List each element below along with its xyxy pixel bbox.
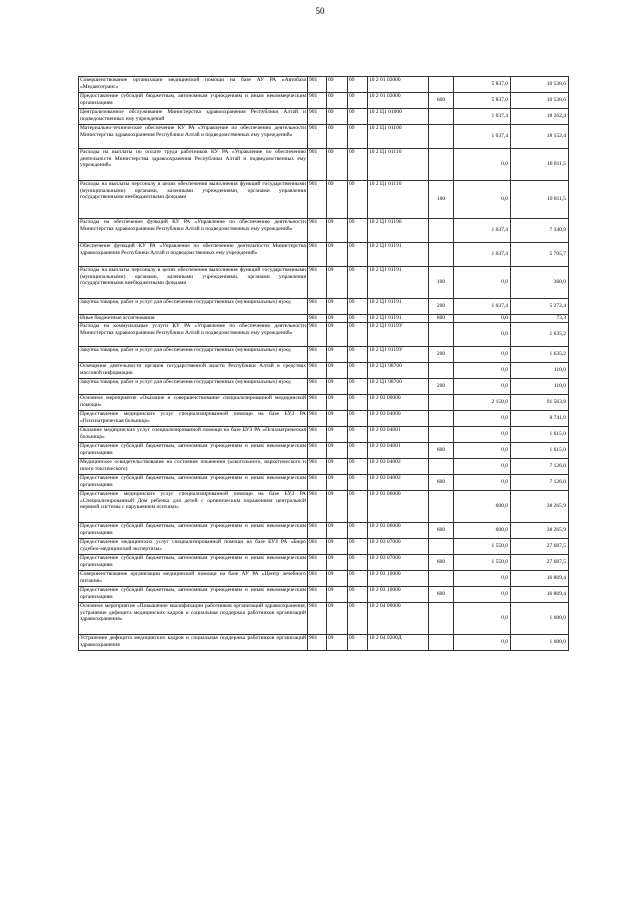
ministry-code: 901 [308, 443, 327, 459]
amount-2020: 110,0 [511, 363, 569, 379]
target-code: 10 2 Ц1 98700 [368, 363, 429, 379]
expense-type-code: 600 [429, 523, 454, 539]
target-code: 10 2 03 04000 [368, 411, 429, 427]
amount-2019: 600,0 [454, 523, 511, 539]
expense-type-code: 100 [429, 267, 454, 299]
expense-type-code [429, 539, 454, 555]
target-code: 10 2 Ц1 01191 [368, 267, 429, 299]
row-name: Предоставление субсидий бюджетным, автономным учреждениям и иным некоммерческим организациям [79, 93, 308, 109]
amount-2020: 7 126,0 [511, 459, 569, 475]
table-row [79, 571, 569, 587]
ministry-code: 901 [308, 539, 327, 555]
amount-2019: 0,0 [454, 571, 511, 587]
subsection-code: 09 [348, 523, 368, 539]
amount-2020: 18 152,4 [511, 125, 569, 149]
expense-type-code: 100 [429, 181, 454, 219]
table-row [79, 219, 569, 243]
section-code: 09 [327, 363, 348, 379]
amount-2019: 0,0 [454, 459, 511, 475]
ministry-code: 901 [308, 243, 327, 267]
expense-type-code [429, 243, 454, 267]
expense-type-code [429, 125, 454, 149]
amount-2019: 1 550,0 [454, 555, 511, 571]
target-code: 10 2 03 07000 [368, 539, 429, 555]
target-code: 10 2 Ц1 01191 [368, 315, 429, 323]
amount-2020: 360,0 [511, 267, 569, 299]
subsection-code: 09 [348, 587, 368, 603]
expense-type-code: 600 [429, 475, 454, 491]
target-code: 10 2 03 10000 [368, 571, 429, 587]
table-row [79, 411, 569, 427]
row-name: Обеспечение функций КУ РА «Управление по обеспечению деятельности Министерства здравоохранения Республики Алтай и подведомственных ему учреждений» [79, 243, 308, 267]
row-name: Расходы на коммунальные услуги КУ РА «Управление по обеспечению деятельности Министерства здравоохранения Республики Алтай и подведомственных ему учреждений» [79, 323, 308, 347]
amount-2020: 91 563,8 [511, 395, 569, 411]
row-name: Расходы на выплаты по оплате труда работников КУ РА «Управление по обеспечению деятельности Министерства здравоохранения Республики Алтай и подведомственных ему учреждений» [79, 149, 308, 181]
target-code: 10 2 04 00000 [368, 603, 429, 635]
row-name: Освещение деятельности органов государственной власти Республики Алтай в средствах массовой информации [79, 363, 308, 379]
amount-2020: 73,3 [511, 315, 569, 323]
target-code: 10 2 03 04002 [368, 475, 429, 491]
section-code: 09 [327, 181, 348, 219]
table-row [79, 491, 569, 523]
subsection-code: 09 [348, 109, 368, 125]
amount-2020: 38 265,9 [511, 523, 569, 539]
expense-type-code: 200 [429, 299, 454, 315]
table-row [79, 443, 569, 459]
subsection-code: 09 [348, 77, 368, 93]
target-code: 10 2 Ц1 01191 [368, 243, 429, 267]
target-code: 10 2 01 02000 [368, 77, 429, 93]
amount-2019: 0,0 [454, 267, 511, 299]
amount-2019: 0,0 [454, 181, 511, 219]
ministry-code: 901 [308, 267, 327, 299]
section-code: 09 [327, 93, 348, 109]
table-row [79, 459, 569, 475]
ministry-code: 901 [308, 459, 327, 475]
amount-2019: 0,0 [454, 315, 511, 323]
amount-2020: 1 635,2 [511, 347, 569, 363]
row-name: Расходы на обеспечение функций КУ РА «Управление по обеспечению деятельности Министерства здравоохранения Республики Алтай и подведомственных ему учреждений» [79, 219, 308, 243]
amount-2019: 0,0 [454, 443, 511, 459]
amount-2019: 5 837,0 [454, 77, 511, 93]
row-name: Предоставление субсидий бюджетным, автономным учреждениям и иным некоммерческим организациям [79, 443, 308, 459]
amount-2020: 1 615,0 [511, 427, 569, 443]
row-name: Предоставление медицинских услуг специализированной помощи на базе БУЗ РА «Психиатрическая больница» [79, 411, 308, 427]
subsection-code: 09 [348, 243, 368, 267]
row-name: Совершенствование организации медицинской помощи на базе АУ РА «Центр лечебного питания» [79, 571, 308, 587]
table-row [79, 77, 569, 93]
expense-type-code [429, 109, 454, 125]
ministry-code: 901 [308, 395, 327, 411]
table-body [79, 77, 569, 651]
ministry-code: 901 [308, 149, 327, 181]
ministry-code: 901 [308, 315, 327, 323]
row-name: Материально-техническое обеспечение КУ РА «Управление по обеспечению деятельности Министерства здравоохранения Республики Алтай и подведомственных ему учреждений» [79, 125, 308, 149]
table-row [79, 149, 569, 181]
expense-type-code [429, 603, 454, 635]
target-code: 10 2 Ц1 01110 [368, 181, 429, 219]
row-name: Централизованное обслуживание Министерства здравоохранения Республики Алтай и подведомственных ему учреждений [79, 109, 308, 125]
expense-type-code: 200 [429, 347, 454, 363]
subsection-code: 09 [348, 379, 368, 395]
expense-type-code [429, 395, 454, 411]
ministry-code: 901 [308, 299, 327, 315]
ministry-code: 901 [308, 555, 327, 571]
subsection-code: 09 [348, 395, 368, 411]
row-name: Совершенствование организации медицинской помощи на базе АУ РА «Автобаза «Медавтотранс» [79, 77, 308, 93]
section-code: 09 [327, 603, 348, 635]
target-code: 10 2 Ц1 01000 [368, 109, 429, 125]
section-code: 09 [327, 475, 348, 491]
expense-type-code [429, 149, 454, 181]
row-name: Расходы на выплаты персоналу в целях обеспечения выполнения функций государственными (муниципальными) органами, казенными учреждениями, органами управления государственными внебюджетными фондами [79, 181, 308, 219]
amount-2020: 27 687,5 [511, 555, 569, 571]
target-code: 10 2 03 10000 [368, 587, 429, 603]
target-code: 10 2 Ц1 98700 [368, 379, 429, 395]
section-code: 09 [327, 539, 348, 555]
subsection-code: 09 [348, 555, 368, 571]
amount-2020: 1 615,0 [511, 443, 569, 459]
table-row [79, 587, 569, 603]
amount-2019: 5 837,0 [454, 93, 511, 109]
amount-2020: 5 272,4 [511, 299, 569, 315]
section-code: 09 [327, 491, 348, 523]
amount-2019: 1 037,4 [454, 125, 511, 149]
section-code: 09 [327, 555, 348, 571]
row-name: Медицинское освидетельствование на состояние опьянения (алкогольного, наркотического и иного токсического) [79, 459, 308, 475]
row-name: Предоставление субсидий бюджетным, автономным учреждениям и иным некоммерческим организациям [79, 475, 308, 491]
section-code: 09 [327, 219, 348, 243]
amount-2019: 0,0 [454, 347, 511, 363]
subsection-code: 09 [348, 363, 368, 379]
expense-type-code [429, 427, 454, 443]
ministry-code: 901 [308, 427, 327, 443]
target-code: 10 2 03 07000 [368, 555, 429, 571]
table-row [79, 267, 569, 299]
subsection-code: 09 [348, 219, 368, 243]
section-code: 09 [327, 243, 348, 267]
ministry-code: 901 [308, 219, 327, 243]
section-code: 09 [327, 427, 348, 443]
subsection-code: 09 [348, 125, 368, 149]
amount-2019: 1 037,4 [454, 109, 511, 125]
subsection-code: 09 [348, 603, 368, 635]
subsection-code: 09 [348, 427, 368, 443]
table-row [79, 555, 569, 571]
row-name: Закупка товаров, работ и услуг для обеспечения государственных (муниципальных) нужд [79, 299, 308, 315]
amount-2020: 18 262,4 [511, 109, 569, 125]
subsection-code: 09 [348, 149, 368, 181]
ministry-code: 901 [308, 571, 327, 587]
expense-type-code [429, 363, 454, 379]
expense-type-code [429, 459, 454, 475]
section-code: 09 [327, 459, 348, 475]
table-row [79, 635, 569, 651]
table-row [79, 539, 569, 555]
amount-2020: 7 340,9 [511, 219, 569, 243]
row-name: Предоставление медицинских услуг специализированной помощи на базе БУЗ РА «Бюро судебно-медицинской экспертизы» [79, 539, 308, 555]
ministry-code: 901 [308, 475, 327, 491]
table-row [79, 523, 569, 539]
subsection-code: 09 [348, 411, 368, 427]
ministry-code: 901 [308, 523, 327, 539]
row-name: Иные бюджетные ассигнования [79, 315, 308, 323]
expense-type-code: 600 [429, 443, 454, 459]
table-row [79, 243, 569, 267]
amount-2019: 1 037,4 [454, 243, 511, 267]
expense-type-code [429, 77, 454, 93]
subsection-code: 09 [348, 347, 368, 363]
amount-2019: 0,0 [454, 363, 511, 379]
amount-2020: 38 265,9 [511, 491, 569, 523]
ministry-code: 901 [308, 411, 327, 427]
table-row [79, 379, 569, 395]
table-row [79, 323, 569, 347]
budget-table [78, 76, 569, 651]
table-row [79, 475, 569, 491]
subsection-code: 09 [348, 539, 368, 555]
row-name: Устранение дефицита медицинских кадров и социальная поддержка работников организаций здравоохранения [79, 635, 308, 651]
table-row [79, 347, 569, 363]
expense-type-code: 200 [429, 379, 454, 395]
row-name: Закупка товаров, работ и услуг для обеспечения государственных (муниципальных) нужд [79, 379, 308, 395]
subsection-code: 09 [348, 491, 368, 523]
table-row [79, 363, 569, 379]
ministry-code: 901 [308, 181, 327, 219]
ministry-code: 901 [308, 347, 327, 363]
amount-2020: 10 811,5 [511, 181, 569, 219]
table-row [79, 109, 569, 125]
amount-2019: 600,0 [454, 491, 511, 523]
row-name: Основное мероприятие «Повышение квалификации работников организаций здравоохранения, устранение дефицита медицинских кадров и социальная поддержка работников организаций здравоохранения» [79, 603, 308, 635]
target-code: 10 2 03 00000 [368, 395, 429, 411]
expense-type-code [429, 411, 454, 427]
amount-2020: 16 869,4 [511, 587, 569, 603]
amount-2020: 8 741,0 [511, 411, 569, 427]
target-code: 10 2 03 06000 [368, 491, 429, 523]
amount-2020: 10 538,6 [511, 93, 569, 109]
section-code: 09 [327, 635, 348, 651]
ministry-code: 901 [308, 603, 327, 635]
ministry-code: 901 [308, 491, 327, 523]
target-code: 10 2 03 04001 [368, 443, 429, 459]
section-code: 09 [327, 125, 348, 149]
section-code: 09 [327, 587, 348, 603]
subsection-code: 09 [348, 323, 368, 347]
section-code: 09 [327, 571, 348, 587]
ministry-code: 901 [308, 587, 327, 603]
expense-type-code [429, 571, 454, 587]
amount-2019: 0,0 [454, 475, 511, 491]
amount-2019: 2 150,0 [454, 395, 511, 411]
ministry-code: 901 [308, 125, 327, 149]
ministry-code: 901 [308, 109, 327, 125]
section-code: 09 [327, 315, 348, 323]
page-number: 50 [315, 6, 325, 16]
table-row [79, 93, 569, 109]
expense-type-code: 600 [429, 93, 454, 109]
row-name: Предоставление субсидий бюджетным, автономным учреждениям и иным некоммерческим организациям [79, 587, 308, 603]
amount-2020: 10 811,5 [511, 149, 569, 181]
table-row [79, 395, 569, 411]
section-code: 09 [327, 267, 348, 299]
amount-2019: 0,0 [454, 149, 511, 181]
section-code: 09 [327, 379, 348, 395]
expense-type-code: 600 [429, 555, 454, 571]
amount-2019: 0,0 [454, 587, 511, 603]
section-code: 09 [327, 109, 348, 125]
row-name: Закупка товаров, работ и услуг для обеспечения государственных (муниципальных) нужд [79, 347, 308, 363]
amount-2020: 1 000,0 [511, 603, 569, 635]
target-code: 10 2 03 06000 [368, 523, 429, 539]
row-name: Предоставление субсидий бюджетным, автономным учреждениям и иным некоммерческим организациям [79, 523, 308, 539]
section-code: 09 [327, 149, 348, 181]
row-name: Предоставление медицинских услуг специализированной помощи на базе БУЗ РА «Специализированный Дом ребенка для детей с органическим поражением центральной нервной системы с нарушением психики» [79, 491, 308, 523]
subsection-code: 09 [348, 181, 368, 219]
amount-2020: 1 000,0 [511, 635, 569, 651]
expense-type-code: 600 [429, 587, 454, 603]
amount-2020: 5 705,7 [511, 243, 569, 267]
section-code: 09 [327, 523, 348, 539]
target-code: 10 2 Ц1 0119У [368, 347, 429, 363]
ministry-code: 901 [308, 323, 327, 347]
target-code: 10 2 01 02000 [368, 93, 429, 109]
section-code: 09 [327, 347, 348, 363]
amount-2020: 110,0 [511, 379, 569, 395]
section-code: 09 [327, 411, 348, 427]
amount-2020: 7 126,0 [511, 475, 569, 491]
amount-2019: 0,0 [454, 379, 511, 395]
subsection-code: 09 [348, 475, 368, 491]
amount-2019: 0,0 [454, 427, 511, 443]
ministry-code: 901 [308, 379, 327, 395]
subsection-code: 09 [348, 571, 368, 587]
subsection-code: 09 [348, 93, 368, 109]
amount-2020: 1 635,2 [511, 323, 569, 347]
ministry-code: 901 [308, 635, 327, 651]
row-name: Оказание медицинских услуг специализированной помощи на базе БУЗ РА «Психиатрическая больница» [79, 427, 308, 443]
amount-2019: 0,0 [454, 411, 511, 427]
table-row [79, 125, 569, 149]
row-name: Расходы на выплаты персоналу в целях обеспечения выполнения функций государственными (муниципальными) органами, казенными учреждениями, органами управления государственными внебюджетными фондами [79, 267, 308, 299]
amount-2020: 27 687,5 [511, 539, 569, 555]
expense-type-code: 800 [429, 315, 454, 323]
subsection-code: 09 [348, 299, 368, 315]
row-name: Предоставление субсидий бюджетным, автономным учреждениям и иным некоммерческим организациям [79, 555, 308, 571]
table-row [79, 427, 569, 443]
expense-type-code [429, 491, 454, 523]
section-code: 09 [327, 77, 348, 93]
ministry-code: 901 [308, 363, 327, 379]
amount-2019: 1 037,4 [454, 219, 511, 243]
table-row [79, 315, 569, 323]
subsection-code: 09 [348, 315, 368, 323]
section-code: 09 [327, 299, 348, 315]
expense-type-code [429, 323, 454, 347]
amount-2019: 0,0 [454, 635, 511, 651]
amount-2019: 0,0 [454, 603, 511, 635]
expense-type-code [429, 635, 454, 651]
subsection-code: 09 [348, 267, 368, 299]
section-code: 09 [327, 323, 348, 347]
row-name: Основное мероприятие «Оказание и совершенствование специализированной медицинской помощи» [79, 395, 308, 411]
target-code: 10 2 Ц1 0119У [368, 323, 429, 347]
amount-2020: 16 869,4 [511, 571, 569, 587]
target-code: 10 2 Ц1 01110 [368, 149, 429, 181]
subsection-code: 09 [348, 635, 368, 651]
ministry-code: 901 [308, 77, 327, 93]
target-code: 10 2 Ц1 01191 [368, 299, 429, 315]
amount-2020: 10 538,6 [511, 77, 569, 93]
section-code: 09 [327, 443, 348, 459]
amount-2019: 1 037,4 [454, 299, 511, 315]
target-code: 10 2 03 04002 [368, 459, 429, 475]
table-row [79, 299, 569, 315]
ministry-code: 901 [308, 93, 327, 109]
target-code: 10 2 03 04001 [368, 427, 429, 443]
subsection-code: 09 [348, 459, 368, 475]
target-code: 10 2 Ц1 01190 [368, 219, 429, 243]
subsection-code: 09 [348, 443, 368, 459]
amount-2019: 0,0 [454, 323, 511, 347]
target-code: 10 2 04 0200Д [368, 635, 429, 651]
section-code: 09 [327, 395, 348, 411]
target-code: 10 2 Ц1 01100 [368, 125, 429, 149]
table-row [79, 603, 569, 635]
expense-type-code [429, 219, 454, 243]
table-row [79, 181, 569, 219]
amount-2019: 1 550,0 [454, 539, 511, 555]
